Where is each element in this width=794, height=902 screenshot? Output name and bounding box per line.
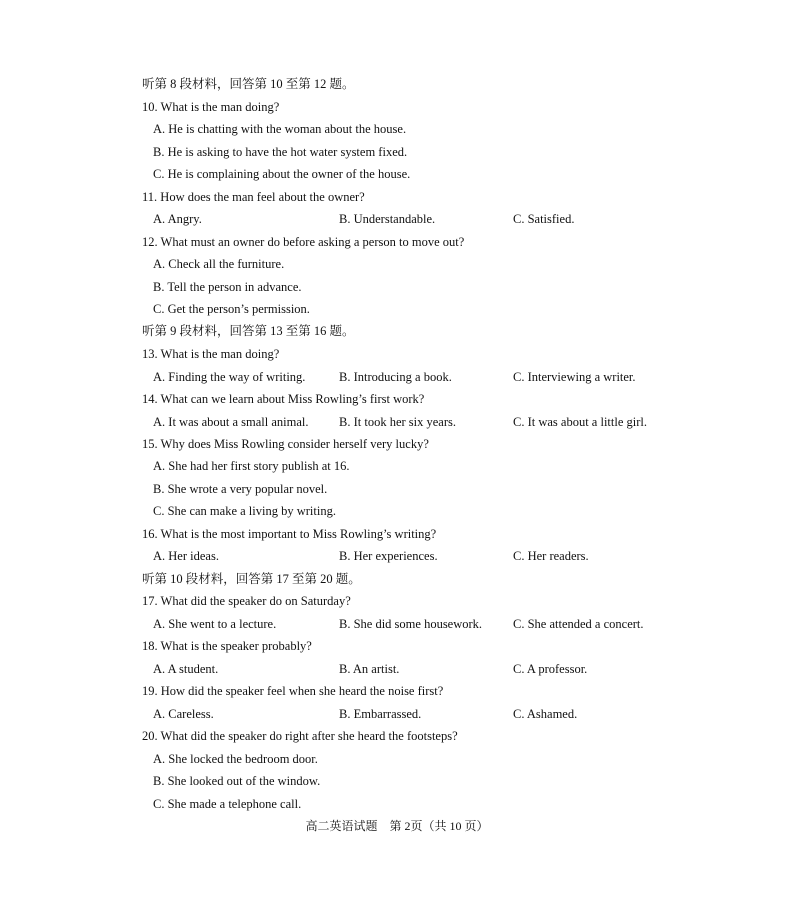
option-10b (0, 142, 794, 162)
option-11c: C. Satisfied. (513, 212, 575, 226)
option-15c (0, 501, 794, 521)
option-18c: C. A professor. (513, 662, 588, 676)
option-12b (0, 277, 794, 297)
question-text: 13. What is the man doing? (142, 347, 280, 361)
options-11 (0, 209, 794, 229)
question-18 (0, 636, 794, 656)
option-15a (0, 456, 794, 476)
option-20a (0, 749, 794, 769)
options-19 (0, 704, 794, 724)
question-17 (0, 591, 794, 611)
option-12a (0, 254, 794, 274)
option-text: A. She locked the bedroom door. (153, 752, 318, 766)
section-heading-text: 听第 9 段材料，回答第 13 至第 16 题。 (142, 324, 355, 338)
option-text: C. Get the person’s permission. (153, 302, 310, 316)
option-13a: A. Finding the way of writing. (153, 370, 306, 384)
question-text: 20. What did the speaker do right after she heard the footsteps? (142, 729, 458, 743)
option-13b: B. Introducing a book. (339, 370, 452, 384)
option-11a: A. Angry. (153, 212, 202, 226)
option-15b (0, 479, 794, 499)
option-text: B. Tell the person in advance. (153, 280, 302, 294)
option-18a: A. A student. (153, 662, 219, 676)
question-19 (0, 681, 794, 701)
option-19b: B. Embarrassed. (339, 707, 422, 721)
option-14c: C. It was about a little girl. (513, 415, 648, 429)
question-11 (0, 187, 794, 207)
option-20c (0, 794, 794, 814)
question-text: 10. What is the man doing? (142, 100, 280, 114)
option-19a: A. Careless. (153, 707, 214, 721)
option-11b: B. Understandable. (339, 212, 436, 226)
question-text: 12. What must an owner do before asking a person to move out? (142, 235, 465, 249)
option-text: C. He is complaining about the owner of the house. (153, 167, 411, 181)
page-footer: 高二英语试题 第 2页（共 10 页） (305, 819, 489, 833)
option-18b: B. An artist. (339, 662, 400, 676)
option-16a: A. Her ideas. (153, 549, 219, 563)
section-heading-text: 听第 10 段材料，回答第 17 至第 20 题。 (142, 572, 361, 586)
option-13c: C. Interviewing a writer. (513, 370, 636, 384)
option-16b: B. Her experiences. (339, 549, 438, 563)
option-text: A. He is chatting with the woman about the house. (153, 122, 407, 136)
option-17a: A. She went to a lecture. (153, 617, 277, 631)
section-heading-10 (0, 569, 794, 589)
option-19c: C. Ashamed. (513, 707, 578, 721)
options-17 (0, 614, 794, 634)
question-10 (0, 97, 794, 117)
option-text: A. Check all the furniture. (153, 257, 285, 271)
question-text: 14. What can we learn about Miss Rowling’s first work? (142, 392, 425, 406)
question-13 (0, 344, 794, 364)
question-text: 19. How did the speaker feel when she heard the noise first? (142, 684, 444, 698)
option-14b: B. It took her six years. (339, 415, 456, 429)
section-heading-8 (0, 74, 794, 94)
option-20b (0, 771, 794, 791)
question-text: 11. How does the man feel about the owner? (142, 190, 365, 204)
option-10a (0, 119, 794, 139)
section-heading-9 (0, 321, 794, 341)
options-16 (0, 546, 794, 566)
question-20 (0, 726, 794, 746)
option-text: B. He is asking to have the hot water system fixed. (153, 145, 408, 159)
question-text: 17. What did the speaker do on Saturday? (142, 594, 351, 608)
option-text: A. She had her first story publish at 16. (153, 459, 350, 473)
options-18 (0, 659, 794, 679)
option-text: B. She wrote a very popular novel. (153, 482, 328, 496)
question-text: 18. What is the speaker probably? (142, 639, 312, 653)
question-text: 15. Why does Miss Rowling consider herself very lucky? (142, 437, 429, 451)
option-text: B. She looked out of the window. (153, 774, 321, 788)
question-text: 16. What is the most important to Miss Rowling’s writing? (142, 527, 437, 541)
option-10c (0, 164, 794, 184)
option-17c: C. She attended a concert. (513, 617, 644, 631)
section-heading-text: 听第 8 段材料，回答第 10 至第 12 题。 (142, 77, 355, 91)
option-text: C. She can make a living by writing. (153, 504, 336, 518)
options-14 (0, 412, 794, 432)
question-12 (0, 232, 794, 252)
question-14 (0, 389, 794, 409)
option-12c (0, 299, 794, 319)
options-13 (0, 367, 794, 387)
option-16c: C. Her readers. (513, 549, 589, 563)
option-text: C. She made a telephone call. (153, 797, 302, 811)
question-16 (0, 524, 794, 544)
option-17b: B. She did some housework. (339, 617, 483, 631)
question-15 (0, 434, 794, 454)
option-14a: A. It was about a small animal. (153, 415, 309, 429)
